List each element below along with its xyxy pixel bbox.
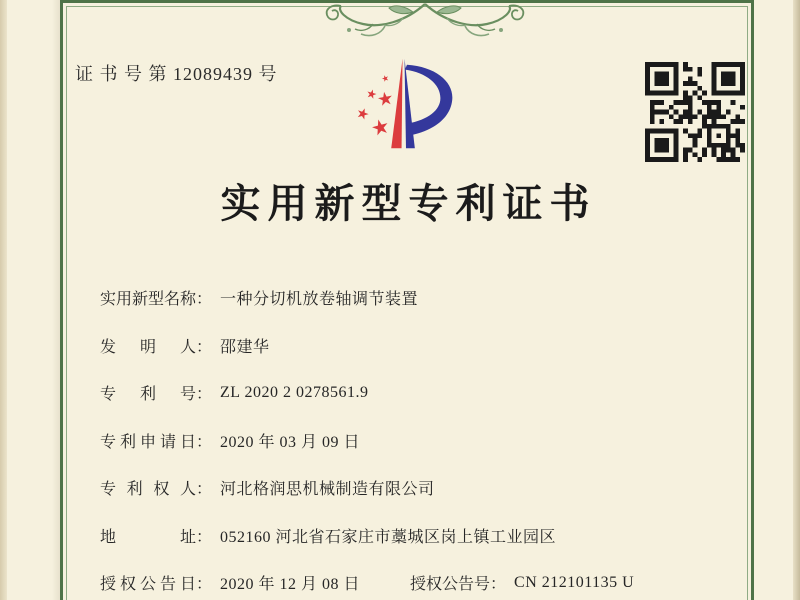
field-label: 授权公告号: [410, 576, 491, 594]
cnipa-patent-logo-icon: [346, 56, 464, 156]
page-left-edge: [0, 0, 7, 600]
field-value: ZL 2020 2 0278561.9: [220, 383, 369, 401]
field-row-grant: [100, 559, 720, 600]
field-rows: [100, 274, 720, 600]
colon: ：: [196, 576, 213, 594]
page-right-edge: [793, 0, 800, 600]
flourish-ornament-icon: [285, 2, 565, 42]
field-row-address: [100, 512, 720, 560]
field-row-patent-number: [100, 369, 720, 417]
field-label: 授权公告日: [100, 576, 196, 594]
colon: ：: [196, 528, 213, 546]
field-value: 河北格润思机械制造有限公司: [220, 481, 435, 499]
colon: ：: [490, 576, 507, 594]
grant-number-group: [410, 559, 634, 600]
field-row-name: [100, 274, 720, 322]
field-value: 2020 年 03 月 09 日: [220, 433, 361, 451]
field-row-filing-date: [100, 417, 720, 465]
colon: ：: [196, 433, 213, 451]
field-value: CN 212101135 U: [514, 573, 635, 591]
field-label: 实用新型名称: [100, 291, 197, 309]
colon: ：: [196, 291, 213, 309]
field-value: 邵建华: [220, 338, 270, 356]
colon: ：: [196, 338, 213, 356]
field-value: 052160 河北省石家庄市藁城区岗上镇工业园区: [220, 528, 557, 546]
grant-date-group: [100, 571, 360, 594]
page-crease: [52, 0, 60, 600]
field-label: 专利权人: [100, 481, 196, 499]
certificate-number: 证 书 号 第 12089439 号: [75, 64, 278, 84]
field-label: 发明人: [100, 338, 196, 356]
field-row-patentee: [100, 464, 720, 512]
field-label: 专利号: [100, 386, 196, 404]
field-label: 地址: [100, 528, 196, 546]
certificate-title: 实用新型专利证书: [220, 181, 597, 226]
field-row-inventor: [100, 322, 720, 370]
colon: ：: [196, 386, 213, 404]
colon: ：: [196, 481, 213, 499]
field-value: 一种分切机放卷轴调节装置: [220, 291, 419, 309]
field-value: 2020 年 12 月 08 日: [220, 576, 361, 594]
qr-code-icon: [645, 62, 745, 162]
field-label: 专利申请日: [100, 433, 196, 451]
